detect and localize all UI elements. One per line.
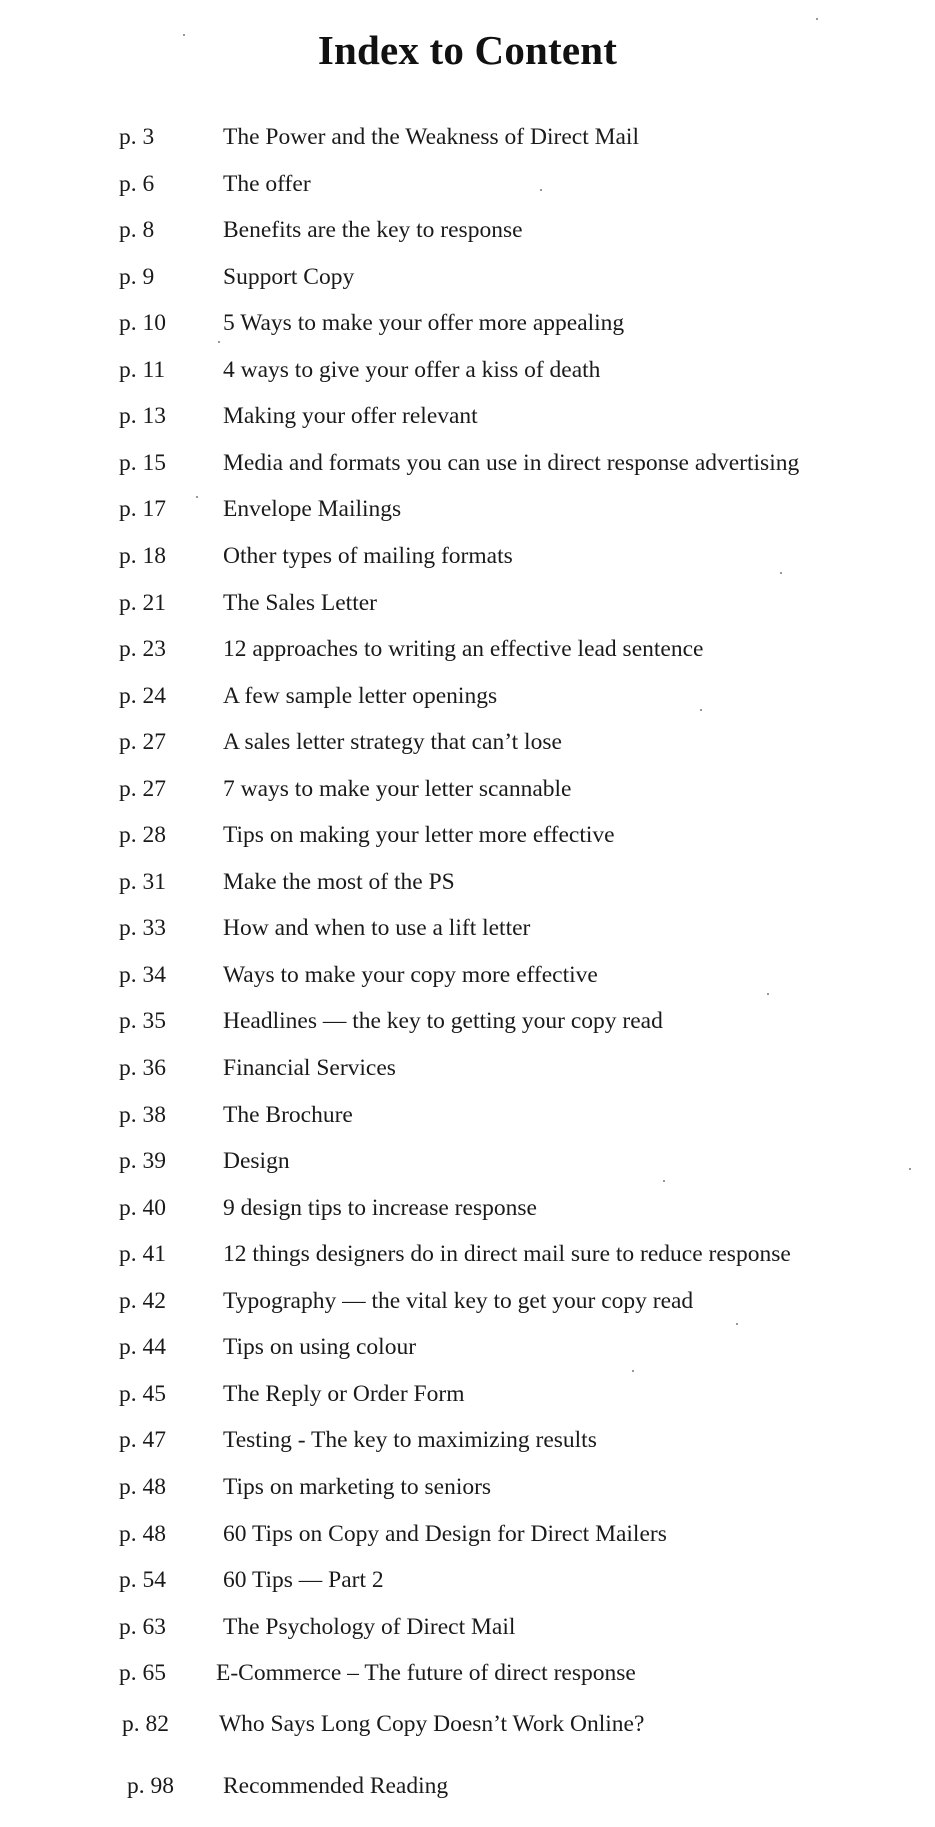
toc-entry bbox=[0, 1048, 935, 1088]
toc-entry bbox=[0, 769, 935, 809]
toc-entry bbox=[0, 1420, 935, 1460]
toc-entry bbox=[0, 1327, 935, 1367]
toc-entry-title: The Reply or Order Form bbox=[223, 1380, 465, 1407]
toc-entry bbox=[0, 1704, 935, 1744]
toc-entry-title: Other types of mailing formats bbox=[223, 542, 513, 569]
toc-entry bbox=[0, 1095, 935, 1135]
toc-entry-title: Design bbox=[223, 1148, 290, 1175]
toc-page-number: p. 6 bbox=[119, 170, 155, 197]
page-title: Index to Content bbox=[317, 27, 618, 73]
toc-entry-title: 12 things designers do in direct mail sure to reduce response bbox=[223, 1241, 791, 1268]
scan-speck bbox=[218, 341, 220, 343]
toc-entry bbox=[0, 1281, 935, 1321]
scan-speck bbox=[780, 572, 782, 574]
toc-page-number: p. 40 bbox=[119, 1194, 166, 1221]
toc-page-number: p. 3 bbox=[119, 124, 155, 150]
toc-entry-title: E-Commerce – The future of direct response bbox=[216, 1660, 636, 1687]
toc-entry bbox=[0, 164, 935, 204]
toc-page-number: p. 13 bbox=[119, 403, 166, 430]
toc-entry bbox=[0, 1188, 935, 1228]
scan-speck bbox=[632, 1370, 634, 1372]
toc-entry-title: 7 ways to make your letter scannable bbox=[223, 775, 572, 802]
scan-speck bbox=[663, 1180, 665, 1182]
toc-entry bbox=[0, 955, 935, 995]
toc-page-number: p. 47 bbox=[119, 1427, 166, 1454]
toc-page-number: p. 28 bbox=[119, 822, 166, 849]
toc-entry-title: Testing - The key to maximizing results bbox=[223, 1427, 597, 1454]
toc-page-number: p. 35 bbox=[119, 1008, 166, 1035]
scan-speck bbox=[767, 993, 769, 995]
toc-entry bbox=[0, 536, 935, 576]
toc-entry-title: The Psychology of Direct Mail bbox=[223, 1613, 516, 1640]
toc-entry bbox=[0, 908, 935, 948]
toc-entry-title: Who Says Long Copy Doesn’t Work Online? bbox=[219, 1710, 645, 1737]
toc-page-number: p. 42 bbox=[119, 1287, 166, 1314]
toc-entry bbox=[0, 629, 935, 669]
toc-entry-title: Headlines — the key to getting your copy read bbox=[223, 1008, 663, 1035]
toc-entry-title: A sales letter strategy that can’t lose bbox=[223, 729, 562, 756]
toc-page-number: p. 23 bbox=[119, 636, 166, 663]
toc-entry bbox=[0, 1766, 935, 1806]
toc-entry bbox=[0, 1560, 935, 1600]
toc-page-number: p. 15 bbox=[119, 449, 166, 476]
toc-page-number: p. 33 bbox=[119, 915, 166, 942]
toc-page-number: p. 27 bbox=[119, 775, 166, 802]
toc-entry-title: Ways to make your copy more effective bbox=[223, 961, 598, 988]
toc-entry bbox=[0, 1607, 935, 1647]
toc-entry-title: The Sales Letter bbox=[223, 589, 377, 616]
toc-page-number: p. 48 bbox=[119, 1473, 166, 1500]
toc-entry bbox=[0, 1141, 935, 1181]
toc-entry-title: 4 ways to give your offer a kiss of death bbox=[223, 356, 601, 383]
toc-entry-title: 12 approaches to writing an effective lead sentence bbox=[223, 636, 704, 663]
scan-speck bbox=[196, 496, 198, 498]
toc-entry bbox=[0, 722, 935, 762]
toc-entry-title: Making your offer relevant bbox=[223, 403, 478, 430]
toc-entry bbox=[0, 117, 935, 157]
toc-entry-title: Recommended Reading bbox=[223, 1773, 449, 1800]
toc-entry-title: Tips on using colour bbox=[223, 1334, 417, 1361]
toc-entry bbox=[0, 676, 935, 716]
toc-page-number: p. 8 bbox=[119, 217, 155, 244]
toc-entry-title: 9 design tips to increase response bbox=[223, 1194, 537, 1221]
toc-entry-title: Financial Services bbox=[223, 1055, 396, 1081]
toc-entry-title: Envelope Mailings bbox=[223, 496, 402, 523]
toc-entry bbox=[0, 1234, 935, 1274]
toc-entry-title: Benefits are the key to response bbox=[223, 217, 523, 244]
scan-speck bbox=[816, 18, 818, 20]
toc-entry bbox=[0, 862, 935, 902]
toc-page-number: p. 34 bbox=[119, 961, 166, 988]
toc-entry bbox=[0, 1514, 935, 1554]
toc-entry bbox=[0, 1467, 935, 1507]
toc-page-number: p. 27 bbox=[119, 729, 166, 756]
toc-entry bbox=[0, 443, 935, 483]
toc-entry-title: The Power and the Weakness of Direct Mail bbox=[223, 124, 639, 150]
scan-speck bbox=[540, 189, 542, 191]
toc-page-number: p. 44 bbox=[119, 1334, 166, 1361]
toc-entry bbox=[0, 210, 935, 250]
toc-entry-title: The offer bbox=[223, 170, 311, 197]
toc-page-number: p. 10 bbox=[119, 310, 166, 337]
toc-page-number: p. 31 bbox=[119, 868, 166, 895]
toc-entry bbox=[0, 1001, 935, 1041]
toc-entry bbox=[0, 815, 935, 855]
toc-entry bbox=[0, 1653, 935, 1693]
toc-entry-title: A few sample letter openings bbox=[223, 682, 498, 709]
toc-entry bbox=[0, 489, 935, 529]
toc-page-number: p. 54 bbox=[119, 1567, 166, 1594]
toc-entry-title: 60 Tips on Copy and Design for Direct Mailers bbox=[223, 1520, 667, 1547]
toc-entry-title: Tips on making your letter more effective bbox=[223, 822, 615, 849]
toc-page-number: p. 11 bbox=[119, 356, 166, 383]
toc-entry-title: Support Copy bbox=[223, 263, 355, 290]
toc-page-number: p. 17 bbox=[119, 496, 166, 523]
toc-page-number: p. 65 bbox=[119, 1660, 166, 1687]
scan-speck bbox=[909, 1168, 911, 1170]
toc-page-number: p. 45 bbox=[119, 1380, 166, 1407]
toc-page-number: p. 38 bbox=[119, 1101, 166, 1128]
toc-entry-title: Typography — the vital key to get your copy read bbox=[223, 1287, 694, 1314]
toc-entry bbox=[0, 583, 935, 623]
toc-page-number: p. 24 bbox=[119, 682, 166, 709]
toc-entry-title: The Brochure bbox=[223, 1101, 353, 1128]
toc-page-number: p. 82 bbox=[122, 1710, 169, 1737]
toc-entry-title: 5 Ways to make your offer more appealing bbox=[223, 310, 625, 337]
toc-page-number: p. 41 bbox=[119, 1241, 166, 1268]
scan-speck bbox=[183, 34, 185, 36]
toc-entry bbox=[0, 396, 935, 436]
toc-page-number: p. 9 bbox=[119, 263, 155, 290]
toc-page-number: p. 36 bbox=[119, 1055, 166, 1081]
toc-entry-title: Make the most of the PS bbox=[223, 868, 455, 895]
toc-entry bbox=[0, 303, 935, 343]
toc-entry bbox=[0, 257, 935, 297]
toc-page-number: p. 48 bbox=[119, 1520, 166, 1547]
toc-page-number: p. 98 bbox=[127, 1773, 174, 1800]
toc-entry-title: Tips on marketing to seniors bbox=[223, 1473, 492, 1500]
toc-entry bbox=[0, 350, 935, 390]
toc-page-number: p. 39 bbox=[119, 1148, 166, 1175]
scan-speck bbox=[736, 1323, 738, 1325]
toc-entry bbox=[0, 1374, 935, 1414]
scan-speck bbox=[700, 709, 702, 711]
toc-page-number: p. 21 bbox=[119, 589, 166, 616]
toc-page-number: p. 18 bbox=[119, 542, 166, 569]
toc-page-number: p. 63 bbox=[119, 1613, 166, 1640]
toc-entry-title: Media and formats you can use in direct response advertising bbox=[223, 449, 800, 476]
toc-entry-title: How and when to use a lift letter bbox=[223, 915, 531, 942]
toc-entry-title: 60 Tips — Part 2 bbox=[223, 1567, 384, 1594]
